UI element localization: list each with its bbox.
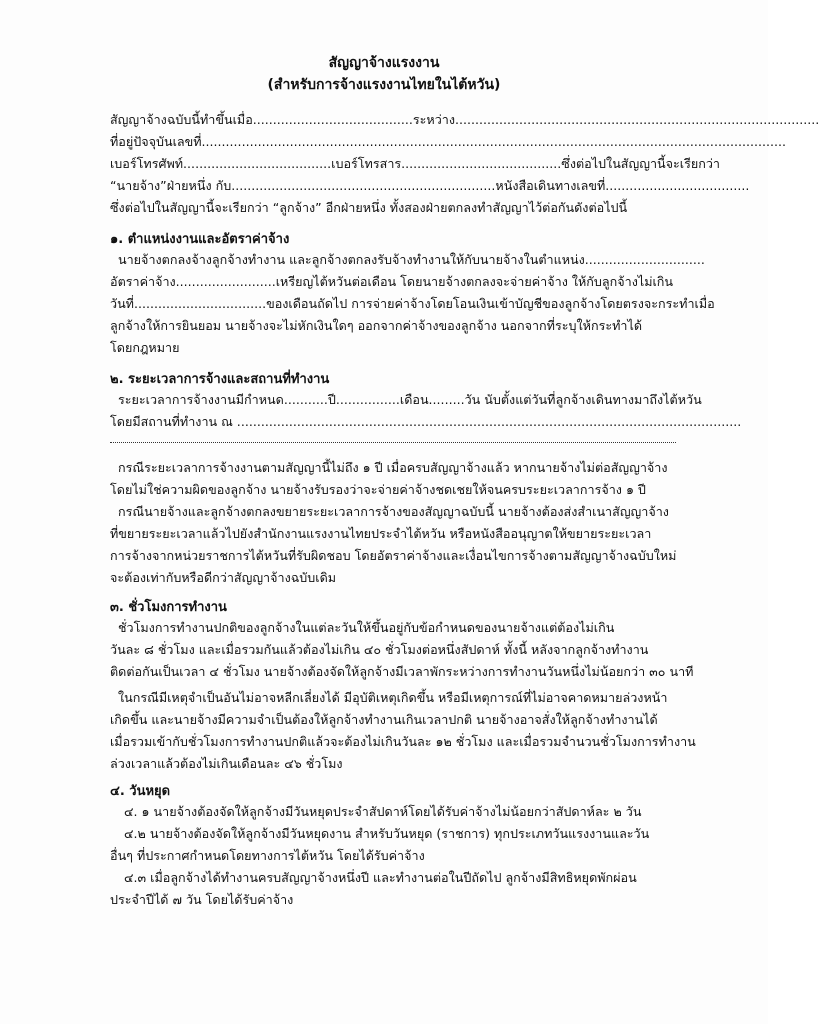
section3-line-5: เกิดขึ้น และนายจ้างมีความจำเป็นต้องให้ลูกจ้างทำงานเกินเวลาปกติ นายจ้างอาจสั่งให้ลูกจ้างทำงานได้ (110, 712, 658, 727)
intro-line-3: เบอร์โทรศัพท์.....................................เบอร์โทรสาร........................................ซึ่งต่อไปในสัญญานี้จะเรียกว่า (110, 156, 720, 171)
section4-line-5: ประจำปีได้ ๗ วัน โดยได้รับค่าจ้าง (110, 892, 294, 907)
intro-line-1: สัญญาจ้างฉบับนี้ทำขึ้นเมื่อ........................................ระหว่าง........................................................................................... (110, 112, 819, 127)
section1-line-2: อัตราค่าจ้าง.........................เหรียญไต้หวันต่อเดือน โดยนายจ้างตกลงจะจ่ายค่าจ้าง ให้กับลูกจ้างไม่เกิน (110, 274, 674, 289)
section1-line-1: นายจ้างตกลงจ้างลูกจ้างทำงาน และลูกจ้างตกลงรับจ้างทำงานให้กับนายจ้างในตำแหน่ง.............................. (118, 252, 705, 267)
section3-line-3: ติดต่อกันเป็นเวลา ๔ ชั่วโมง นายจ้างต้องจัดให้ลูกจ้างมีเวลาพักระหว่างการทำงานวันหนึ่งไม่น้อยกว่า ๓๐ นาที (110, 664, 694, 679)
section4-line-4: ๔.๓ เมื่อลูกจ้างได้ทำงานครบสัญญาจ้างหนึ่งปี และทำงานต่อในปีถัดไป ลูกจ้างมีสิทธิหยุดพักผ่อน (124, 870, 637, 885)
blank-fill-line (110, 442, 676, 443)
section3-line-7: ล่วงเวลาแล้วต้องไม่เกินเดือนละ ๔๖ ชั่วโมง (110, 756, 343, 771)
section1-line-5: โดยกฎหมาย (110, 340, 180, 355)
document-title: สัญญาจ้างแรงงาน (328, 55, 440, 71)
section2-line-4: โดยไม่ใช่ความผิดของลูกจ้าง นายจ้างรับรองว่าจะจ่ายค่าจ้างชดเชยให้จนครบระยะเวลาการจ้าง ๑ ปี (110, 482, 646, 497)
section3-line-2: วันละ ๘ ชั่วโมง และเมื่อรวมกันแล้วต้องไม่เกิน ๔๐ ชั่วโมงต่อหนึ่งสัปดาห์ ทั้งนี้ หลังจากลูกจ้างทำงาน (110, 642, 649, 657)
section4-line-1: ๔. ๑ นายจ้างต้องจัดให้ลูกจ้างมีวันหยุดประจำสัปดาห์โดยได้รับค่าจ้างไม่น้อยกว่าสัปดาห์ละ ๒ วัน (124, 804, 642, 819)
intro-line-4: “นายจ้าง”ฝ่ายหนึ่ง กับ..................................................................หนังสือเดินทางเลขที่.................................... (110, 178, 750, 193)
section2-line-7: การจ้างจากหน่วยราชการไต้หวันที่รับผิดชอบ โดยอัตราค่าจ้างและเงื่อนไขการจ้างตามสัญญาจ้างฉบับใหม่ (110, 548, 677, 563)
section3-heading: ๓. ชั่วโมงการทำงาน (110, 600, 227, 615)
section4-line-2: ๔.๒ นายจ้างต้องจัดให้ลูกจ้างมีวันหยุดงาน สำหรับวันหยุด (ราชการ) ทุกประเภทวันแรงงานและวัน (124, 826, 650, 841)
section2-line-2: โดยมีสถานที่ทำงาน ณ .............................................................................................................................. (110, 414, 742, 429)
intro-line-5: ซึ่งต่อไปในสัญญานี้จะเรียกว่า “ลูกจ้าง” อีกฝ่ายหนึ่ง ทั้งสองฝ่ายตกลงทำสัญญาไว้ต่อกันดังต่อไปนี้ (110, 200, 628, 215)
intro-line-2: ที่อยู่ปัจจุบันเลขที่.................................................................................................................................................. (110, 134, 786, 149)
section2-line-5: กรณีนายจ้างและลูกจ้างตกลงขยายระยะเวลาการจ้างของสัญญาฉบับนี้ นายจ้างต้องส่งสำเนาสัญญาจ้าง (118, 504, 669, 519)
section2-line-1: ระยะเวลาการจ้างงานมีกำหนด...........ปี................เดือน.........วัน นับตั้งแต่วันที่ลูกจ้างเดินทางมาถึงไต้หวัน (118, 392, 702, 407)
document-subtitle: (สำหรับการจ้างแรงงานไทยในไต้หวัน) (267, 77, 501, 93)
section4-heading: ๔. วันหยุด (110, 784, 171, 799)
section2-line-3: กรณีระยะเวลาการจ้างงานตามสัญญานี้ไม่ถึง ๑ ปี เมื่อครบสัญญาจ้างแล้ว หากนายจ้างไม่ต่อสัญญาจ้าง (118, 460, 668, 475)
section2-line-6: ที่ขยายระยะเวลาแล้วไปยังสำนักงานแรงงานไทยประจำไต้หวัน หรือหนังสืออนุญาตให้ขยายระยะเวลา (110, 526, 652, 541)
section1-line-4: ลูกจ้างให้การยินยอม นายจ้างจะไม่หักเงินใดๆ ออกจากค่าจ้างของลูกจ้าง นอกจากที่ระบุให้กระทำได้ (110, 318, 642, 333)
section1-heading: ๑. ตำแหน่งงานและอัตราค่าจ้าง (110, 232, 290, 247)
section3-line-4: ในกรณีมีเหตุจำเป็นอันไม่อาจหลีกเลี่ยงได้ มีอุบัติเหตุเกิดขึ้น หรือมีเหตุการณ์ที่ไม่อาจคาดหมายล่วงหน้า (118, 690, 668, 705)
section2-heading: ๒. ระยะเวลาการจ้างและสถานที่ทำงาน (110, 372, 330, 387)
section1-line-3: วันที่.................................ของเดือนถัดไป การจ่ายค่าจ้างโดยโอนเงินเข้าบัญชีของลูกจ้างโดยตรงจะกระทำเมื่อ (110, 296, 715, 311)
section4-line-3: อื่นๆ ที่ประกาศกำหนดโดยทางการไต้หวัน โดยได้รับค่าจ้าง (110, 848, 425, 863)
section3-line-1: ชั่วโมงการทำงานปกติของลูกจ้างในแต่ละวันให้ขึ้นอยู่กับข้อกำหนดของนายจ้างแต่ต้องไม่เกิน (118, 620, 615, 635)
section2-line-8: จะต้องเท่ากับหรือดีกว่าสัญญาจ้างฉบับเดิม (110, 570, 337, 585)
section3-line-6: เมื่อรวมเข้ากับชั่วโมงการทำงานปกติแล้วจะต้องไม่เกินวันละ ๑๒ ชั่วโมง และเมื่อรวมจำนวนชั่วโมงการทำงาน (110, 734, 696, 749)
